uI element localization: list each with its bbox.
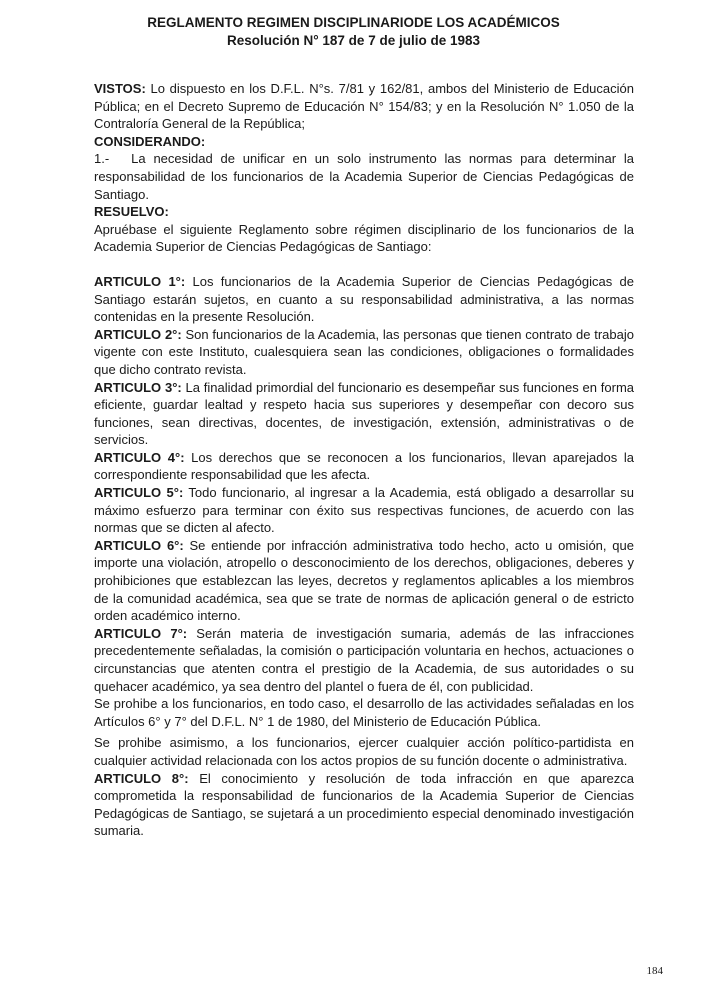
articulo-label: ARTICULO 4°:	[94, 449, 185, 465]
articulo-text: Los derechos que se reconocen a los funcionarios, llevan aparejados la correspondiente responsabilidad que les afecta.	[94, 449, 634, 483]
vistos-label: VISTOS:	[94, 81, 146, 96]
document-title: REGLAMENTO REGIMEN DISCIPLINARIODE LOS ACADÉMICOS	[147, 15, 560, 30]
document-subtitle: Resolución N° 187 de 7 de julio de 1983	[227, 33, 480, 48]
resuelvo-label: RESUELVO:	[94, 204, 169, 220]
vistos-paragraph	[94, 80, 634, 133]
considerando-item	[94, 150, 634, 203]
articulo-text: Todo funcionario, al ingresar a la Academia, está obligado a desarrollar su máximo esfuerzo para terminar con éxito sus respectivas funciones, de acuerdo con las normas que se dicten al afecto.	[94, 485, 634, 536]
articulo-label: ARTICULO 3°:	[94, 379, 182, 395]
articulo-label: ARTICULO 2°:	[94, 326, 182, 342]
resuelvo-text: Apruébase el siguiente Reglamento sobre régimen disciplinario de los funcionarios de la Academia Superior de Ciencias Pedagógicas de Santiago:	[94, 221, 634, 255]
articulo-text: La finalidad primordial del funcionario es desempeñar sus funciones en forma eficiente, guardar lealtad y respeto hacia sus superiores y desempeñar con decoro sus funciones, sean directivas, docentes, de investigación, extensión, administrativas o de servicios.	[94, 379, 634, 448]
considerando-label: CONSIDERANDO:	[94, 133, 206, 149]
articulo-8	[94, 770, 634, 840]
document-header	[0, 14, 707, 50]
articulo-text: El conocimiento y resolución de toda infracción en que aparezca comprometida la responsabilidad de funcionarios de la Academia Superior de Ciencias Pedagógicas de Santiago, se sujetará a un procedimiento especial denominado investigación sumaria.	[94, 770, 635, 839]
prohibicion-paragraph: Se prohibe a los funcionarios, en todo caso, el desarrollo de las actividades señaladas en los Artículos 6° y 7° del D.F.L. N° 1 de 1980, del Ministerio de Educación Pública.	[94, 696, 634, 729]
articulo-1	[94, 273, 634, 326]
articulo-label: ARTICULO 5°:	[94, 485, 184, 501]
considerando-item-text: La necesidad de unificar en un solo instrumento las normas para determinar la responsabilidad de los funcionarios de la Academia Superior de Ciencias Pedagógicas de Santiago.	[94, 151, 634, 202]
articulo-text: Se entiende por infracción administrativa todo hecho, acto u omisión, que importe una violación, atropello o desconocimiento de los derechos, obligaciones, deberes y prohibiciones que establezcan las leyes, decretos y reglamentos aplicables a los miembros de la comunidad académica, sea que se trate de normas de aplicación general o de estricto orden académico interno.	[94, 537, 634, 624]
vistos-text: Lo dispuesto en los D.F.L. N°s. 7/81 y 162/81, ambos del Ministerio de Educación Pública; en el Decreto Supremo de Educación N° 154/83; y en la Resolución N° 1.050 de la Contraloría General de la República;	[94, 81, 634, 132]
articulo-label: ARTICULO 8°:	[94, 770, 189, 786]
page-number: 184	[646, 965, 663, 977]
document-body	[94, 80, 634, 840]
articulo-text: Serán materia de investigación sumaria, además de las infracciones precedentemente señaladas, la comisión o participación voluntaria en hechos, actuaciones o circunstancias que atenten contra el prestigio de la Academia, de sus autoridades o su quehacer académico, ya sea dentro del plantel o fuera de él, con publicidad.	[94, 625, 635, 694]
considerando-item-number: 1.-	[94, 151, 110, 167]
prohibicion-politica-paragraph: Se prohibe asimismo, a los funcionarios, ejercer cualquier acción político-partidista en cualquier actividad relacionada con los actos propios de su función docente o administrativa.	[94, 735, 634, 768]
articulo-text: Son funcionarios de la Academia, las personas que tienen contrato de trabajo vigente con este Instituto, cualesquiera sean las condiciones, obligaciones o formalidades que dicho contrato revista.	[94, 326, 634, 377]
articulo-2	[94, 326, 634, 379]
articulo-6	[94, 537, 634, 625]
articulo-5	[94, 484, 634, 537]
articulo-label: ARTICULO 7°:	[94, 625, 188, 641]
articulo-7	[94, 625, 634, 695]
articulo-4	[94, 449, 634, 484]
articulo-label: ARTICULO 1°:	[94, 273, 186, 289]
articulo-text: Los funcionarios de la Academia Superior de Ciencias Pedagógicas de Santiago estarán sujetos, en cuanto a su responsabilidad administrativa, a las normas contenidas en la presente Resolución.	[94, 273, 634, 325]
articulo-label: ARTICULO 6°:	[94, 537, 184, 553]
articulo-3	[94, 379, 634, 449]
